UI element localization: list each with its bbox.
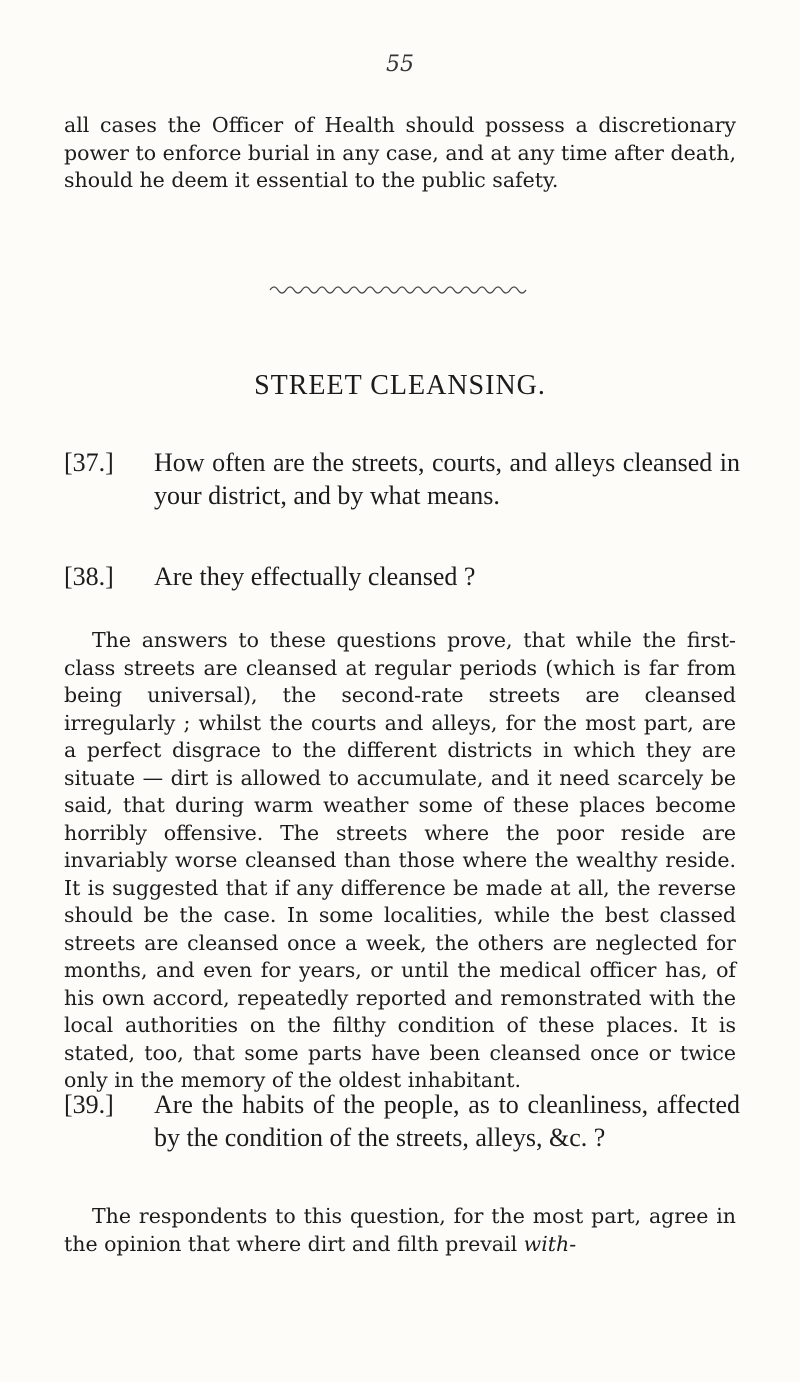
question-number: [38.]	[64, 562, 114, 591]
page-number: 55	[386, 52, 414, 77]
answer-paragraph-37-38: The answers to these questions prove, that while the first-class streets are cleansed at regular periods (which is far from being universal), the second-rate streets are cleansed irregularly ; whilst the courts and alleys, for the most part, are a perfect disgrace to the different districts in which they are situate — dirt is allowed to accumulate, and it need scarcely be said, that during warm weather some of these places become horribly offensive. The streets where the poor reside are invariably worse cleansed than those where the wealthy reside. It is suggested that if any difference be made at all, the reverse should be the case. In some localities, while the best classed streets are cleansed once a week, the others are neglected for months, and even for years, or until the medical officer has, of his own accord, repeatedly reported and remonstrated with the local authorities on the filthy condition of these places. It is stated, too, that some parts have been cleansed once or twice only in the memory of the oldest inhabitant.	[64, 628, 736, 1092]
question-number: [37.]	[64, 448, 114, 477]
section-title: STREET CLEANSING.	[254, 370, 546, 401]
intro-paragraph: all cases the Officer of Health should possess a discretionary power to enforce burial in any case, and at any time after death, should he deem it essential to the public safety.	[64, 113, 736, 192]
question-number: [39.]	[64, 1090, 114, 1119]
wavy-rule-ornament	[268, 282, 530, 296]
catchword: with-	[523, 1231, 577, 1256]
wavy-line	[270, 287, 526, 293]
answer-paragraph-39	[64, 1203, 736, 1258]
question-text: Are the habits of the people, as to cleanliness, affected by the condition of the streets, alleys, &c. ?	[154, 1090, 740, 1152]
question-37	[64, 446, 740, 512]
question-39	[64, 1088, 740, 1154]
answer-39-text: The respondents to this question, for the most part, agree in the opinion that where dirt and filth prevail	[64, 1204, 736, 1256]
question-text: Are they effectually cleansed ?	[154, 562, 476, 591]
question-text: How often are the streets, courts, and alleys cleansed in your district, and by what means.	[154, 448, 740, 510]
question-38	[64, 560, 740, 593]
